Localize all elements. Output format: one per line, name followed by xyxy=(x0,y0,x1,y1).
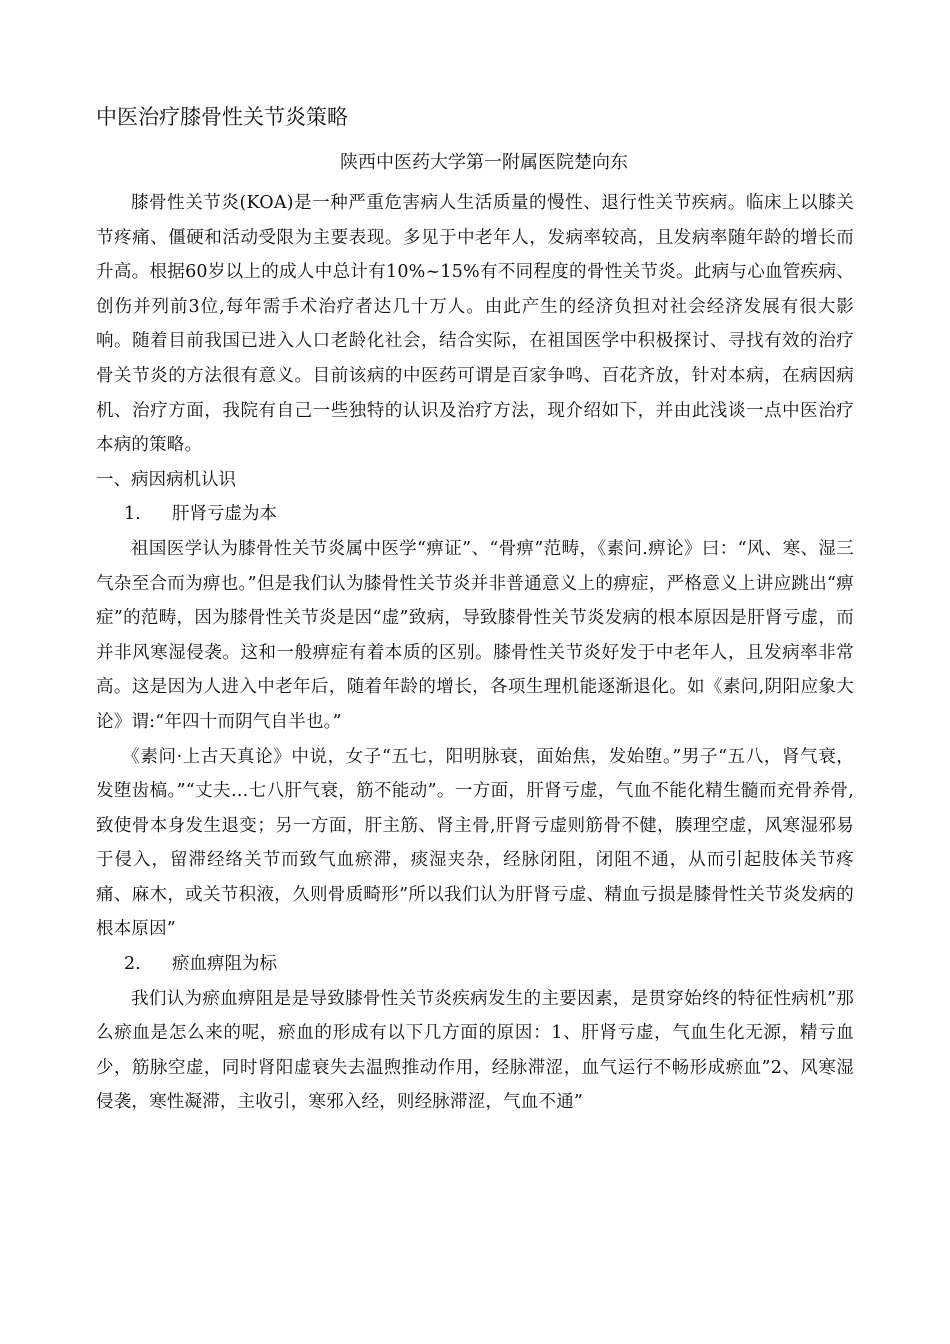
body-paragraph: 我们认为瘀血痹阻是是导致膝骨性关节炎疾病发生的主要因素，是贯穿始终的特征性病机”那么瘀血是怎么来的呢，瘀血的形成有以下几方面的原因：1、肝肾亏虚，气血生化无源，精亏血少，筋脉空虚，同时肾阳虚衰失去温煦推动作用，经脉滞涩，血气运行不畅形成瘀血”2、风寒湿侵袭，寒性凝滞，主收引，寒邪入经，则经脉滞涩，气血不通” xyxy=(96,988,854,1113)
document-title: 中医治疗膝骨性关节炎策略 xyxy=(96,105,348,129)
subheading-number: 1. xyxy=(124,504,141,525)
subheading-liver-kidney xyxy=(96,497,854,532)
subheading-number: 2. xyxy=(124,954,141,975)
document-page xyxy=(96,100,854,1120)
author-line: 陕西中医药大学第一附属医院楚向东 xyxy=(340,152,628,173)
section-heading-etiology: 一、病因病机认识 xyxy=(96,469,236,490)
subheading-label: 肝肾亏虚为本 xyxy=(172,504,277,525)
body-paragraph: 祖国医学认为膝骨性关节炎属中医学“痹证”、“骨痹”范畴，《素问.痹论》曰：“风、寒、湿三气杂至合而为痹也。”但是我们认为膝骨性关节炎并非普通意义上的痹症，严格意义上讲应跳出“痹症”的范畴，因为膝骨性关节炎是因“虚”致病，导致膝骨性关节炎发病的根本原因是肝肾亏虚，而并非风寒湿侵袭。这和一般痹症有着本质的区别。膝骨性关节炎好发于中老年人，且发病率非常高。这是因为人进入中老年后，随着年龄的增长，各项生理机能逐渐退化。如《素问,阴阳应象大论》谓:“年四十而阴气自半也。” xyxy=(96,538,854,732)
subheading-blood-stasis xyxy=(96,947,854,982)
intro-paragraph: 膝骨性关节炎(KOA)是一种严重危害病人生活质量的慢性、退行性关节疾病。临床上以膝关节疼痛、僵硬和活动受限为主要表现。多见于中老年人，发病率较高，且发病率随年龄的增长而升高。根据60岁以上的成人中总计有10%~15%有不同程度的骨性关节炎。此病与心血管疾病、创伤并列前3位,每年需手术治疗者达几十万人。由此产生的经济负担对社会经济发展有很大影响。随着目前我国已进入人口老龄化社会，结合实际，在祖国医学中积极探讨、寻找有效的治疗骨关节炎的方法很有意义。目前该病的中医药可谓是百家争鸣、百花齐放，针对本病，在病因病机、治疗方面，我院有自己一些独特的认识及治疗方法，现介绍如下，并由此浅谈一点中医治疗本病的策略。 xyxy=(96,193,854,456)
body-paragraph: 《素问·上古天真论》中说，女子“五七，阳明脉衰，面始焦，发始堕。”男子“五八，肾气衰，发堕齿槁。”“丈夫…七八肝气衰，筋不能动”。一方面，肝肾亏虚，气血不能化精生髓而充骨养骨,致使骨本身发生退变；另一方面，肝主筋、肾主骨,肝肾亏虚则筋骨不健，腠理空虚，风寒湿邪易于侵入，留滞经络关节而致气血瘀滞，痰湿夹杂，经脉闭阻，闭阻不通，从而引起肢体关节疼痛、麻木，或关节积液，久则骨质畸形”所以我们认为肝肾亏虚、精血亏损是膝骨性关节炎发病的根本原因” xyxy=(96,746,854,940)
subheading-label: 瘀血痹阻为标 xyxy=(172,954,277,975)
